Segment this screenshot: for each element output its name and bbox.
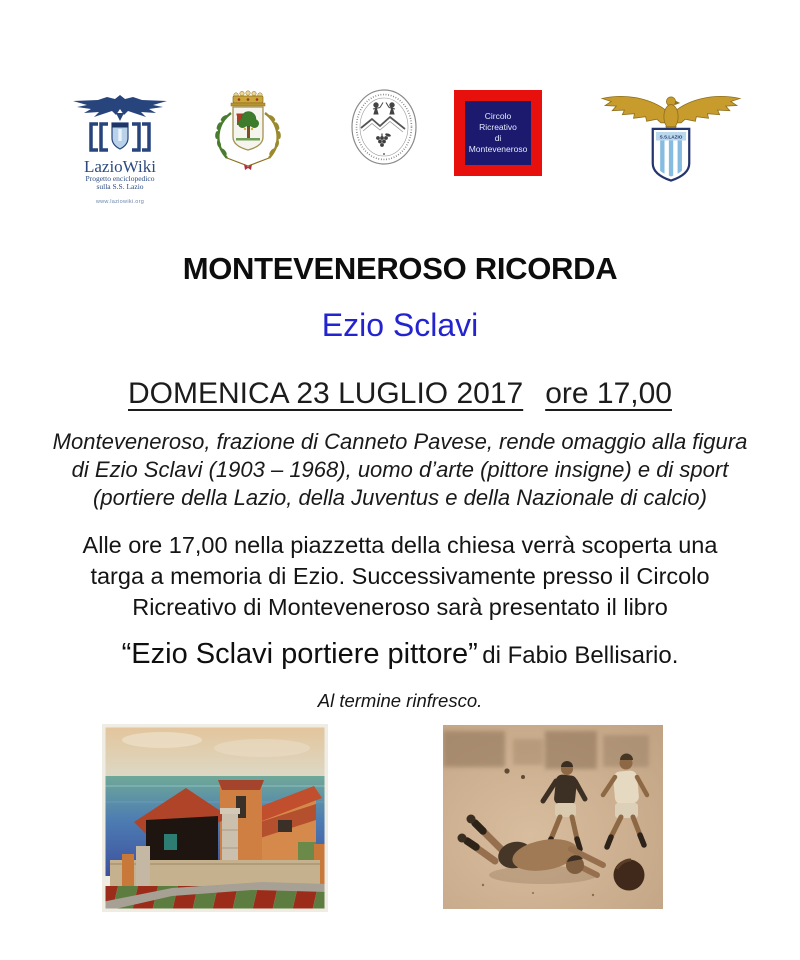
lazio-eagle-icon	[596, 88, 746, 190]
honoree-name: Ezio Sclavi	[321, 307, 479, 343]
laziowiki-url: www.laziowiki.org	[95, 199, 145, 205]
program-line-1: Alle ore 17,00 nella piazzetta della chiesa verrà scoperta una	[82, 532, 718, 558]
circolo-line-2: Ricreativo	[479, 122, 517, 132]
book-presentation-line	[0, 638, 800, 671]
intro-line-1: Monteveneroso, frazione di Canneto Pavese, rende omaggio alla figura	[52, 429, 748, 454]
football-ball	[614, 860, 645, 891]
circolo-line-1: Circolo	[484, 111, 512, 121]
event-time: ore 17,00	[545, 377, 672, 410]
laziowiki-wordmark: LazioWiki	[83, 157, 156, 176]
laziowiki-logo	[64, 94, 176, 205]
intro-paragraph	[0, 428, 800, 512]
program-paragraph	[0, 530, 800, 623]
event-date: DOMENICA 23 LUGLIO 2017	[128, 377, 524, 410]
circolo-ricreativo-logo	[454, 90, 542, 176]
comune-crest-logo	[200, 86, 296, 191]
intro-line-2: di Ezio Sclavi (1903 – 1968), uomo d’arte (pittore insigne) e di sport	[71, 457, 729, 482]
sclavi-painting-image	[102, 724, 328, 912]
book-title: “Ezio Sclavi portiere pittore”	[121, 638, 478, 670]
program-line-2: targa a memoria di Ezio. Successivamente presso il Circolo	[90, 563, 710, 589]
program-line-3: Ricreativo di Monteveneroso sarà presentato il libro	[132, 594, 668, 620]
circolo-line-4: Monteveneroso	[468, 144, 528, 154]
intro-line-3: (portiere della Lazio, della Juventus e della Nazionale di calcio)	[93, 485, 707, 510]
laziowiki-subtitle-1: Progetto enciclopedico	[85, 174, 155, 183]
circolo-line-3: di	[494, 133, 502, 143]
laziowiki-subtitle-2: sulla S.S. Lazio	[96, 182, 144, 191]
book-author: di Fabio Bellisario.	[482, 642, 679, 669]
closing-note: Al termine rinfresco.	[317, 690, 483, 711]
event-dateline	[0, 377, 800, 411]
monteveneroso-seal-logo	[346, 86, 422, 173]
circolo-inner-square	[465, 101, 531, 165]
laziowiki-eagle-icon	[64, 94, 176, 152]
ss-lazio-crest-logo	[596, 88, 746, 195]
oval-seal-icon	[346, 86, 422, 168]
page-title: MONTEVENEROSO RICORDA	[182, 251, 618, 286]
lazio-shield-label: S.S.LAZIO	[659, 134, 683, 140]
football-photo-image	[443, 725, 663, 909]
comune-crest-icon	[200, 86, 296, 186]
